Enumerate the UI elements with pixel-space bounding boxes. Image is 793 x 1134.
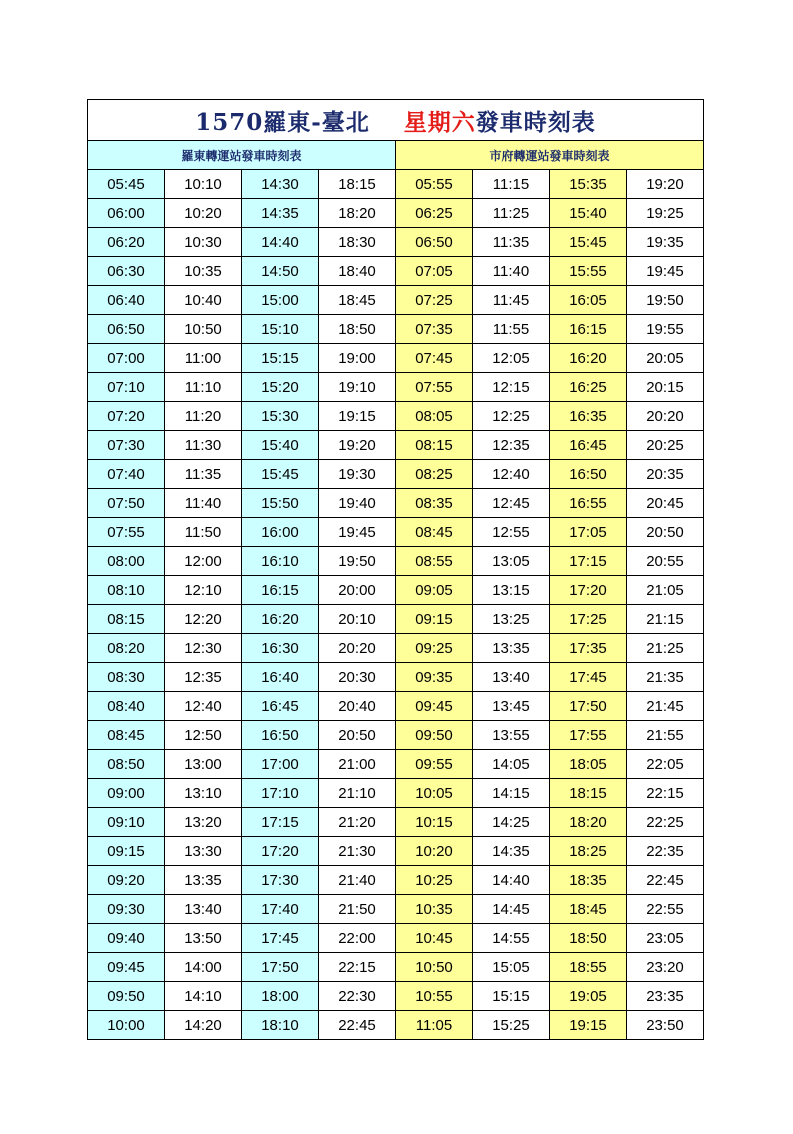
taipei-departure-time: 22:15 [627,779,704,808]
luodong-departure-time: 07:40 [88,460,165,489]
taipei-departure-time: 11:55 [473,315,550,344]
table-row [88,228,704,257]
taipei-departure-time: 18:45 [550,895,627,924]
taipei-departure-time: 17:05 [550,518,627,547]
luodong-departure-time: 09:45 [88,953,165,982]
taipei-departure-time: 22:05 [627,750,704,779]
luodong-departure-time: 08:10 [88,576,165,605]
table-row [88,895,704,924]
luodong-departure-time: 11:00 [165,344,242,373]
luodong-departure-time: 12:30 [165,634,242,663]
taipei-departure-time: 18:50 [550,924,627,953]
luodong-departure-time: 18:10 [242,1011,319,1040]
page-title [88,100,704,141]
taipei-departure-time: 20:20 [627,402,704,431]
luodong-departure-time: 08:50 [88,750,165,779]
table-row [88,518,704,547]
taipei-departure-time: 08:35 [396,489,473,518]
luodong-departure-time: 19:20 [319,431,396,460]
luodong-departure-time: 17:30 [242,866,319,895]
taipei-departure-time: 08:15 [396,431,473,460]
luodong-departure-time: 05:45 [88,170,165,199]
taipei-departure-time: 07:05 [396,257,473,286]
luodong-departure-time: 13:35 [165,866,242,895]
luodong-departure-time: 06:00 [88,199,165,228]
taipei-departure-time: 18:05 [550,750,627,779]
table-row [88,460,704,489]
taipei-departure-time: 09:45 [396,692,473,721]
taipei-departure-time: 09:50 [396,721,473,750]
taipei-departure-time: 21:45 [627,692,704,721]
table-row [88,257,704,286]
luodong-departure-time: 17:20 [242,837,319,866]
luodong-departure-time: 14:30 [242,170,319,199]
luodong-departure-time: 22:30 [319,982,396,1011]
taipei-departure-time: 16:35 [550,402,627,431]
taipei-departure-time: 23:05 [627,924,704,953]
taipei-departure-time: 13:15 [473,576,550,605]
luodong-departure-time: 20:30 [319,663,396,692]
header-row [88,141,704,170]
luodong-departure-time: 16:45 [242,692,319,721]
taipei-departure-time: 17:55 [550,721,627,750]
taipei-departure-time: 15:05 [473,953,550,982]
taipei-departure-time: 16:25 [550,373,627,402]
taipei-departure-time: 17:20 [550,576,627,605]
luodong-departure-time: 22:15 [319,953,396,982]
table-row [88,344,704,373]
taipei-departure-time: 14:40 [473,866,550,895]
taipei-departure-time: 22:45 [627,866,704,895]
taipei-departure-time: 18:35 [550,866,627,895]
luodong-departure-time: 18:30 [319,228,396,257]
table-row [88,1011,704,1040]
taipei-departure-time: 11:45 [473,286,550,315]
luodong-departure-time: 10:40 [165,286,242,315]
taipei-departure-time: 13:05 [473,547,550,576]
luodong-departure-time: 13:00 [165,750,242,779]
taipei-departure-time: 17:25 [550,605,627,634]
taipei-departure-time: 22:55 [627,895,704,924]
luodong-departure-time: 09:20 [88,866,165,895]
luodong-departure-time: 18:40 [319,257,396,286]
taipei-departure-time: 09:55 [396,750,473,779]
title-route: 1570羅東-臺北 [195,108,370,136]
luodong-departure-time: 19:10 [319,373,396,402]
luodong-departure-time: 15:40 [242,431,319,460]
taipei-departure-time: 08:25 [396,460,473,489]
taipei-departure-time: 10:05 [396,779,473,808]
luodong-departure-time: 07:30 [88,431,165,460]
luodong-departure-time: 08:45 [88,721,165,750]
taipei-departure-time: 19:55 [627,315,704,344]
taipei-departure-time: 10:55 [396,982,473,1011]
taipei-departure-time: 12:05 [473,344,550,373]
taipei-departure-time: 15:40 [550,199,627,228]
luodong-departure-time: 14:10 [165,982,242,1011]
luodong-departure-time: 22:45 [319,1011,396,1040]
luodong-departure-time: 16:50 [242,721,319,750]
luodong-departure-time: 17:00 [242,750,319,779]
luodong-departure-time: 21:50 [319,895,396,924]
luodong-departure-time: 14:20 [165,1011,242,1040]
taipei-departure-time: 23:50 [627,1011,704,1040]
luodong-departure-time: 18:45 [319,286,396,315]
luodong-departure-time: 17:50 [242,953,319,982]
taipei-departure-time: 10:25 [396,866,473,895]
taipei-departure-time: 20:45 [627,489,704,518]
taipei-departure-time: 08:45 [396,518,473,547]
taipei-departure-time: 17:35 [550,634,627,663]
luodong-header: 羅東轉運站發車時刻表 [88,141,396,170]
luodong-departure-time: 15:45 [242,460,319,489]
table-row [88,605,704,634]
luodong-departure-time: 15:10 [242,315,319,344]
luodong-departure-time: 12:00 [165,547,242,576]
taipei-departure-time: 16:20 [550,344,627,373]
table-row [88,576,704,605]
taipei-departure-time: 21:05 [627,576,704,605]
luodong-departure-time: 14:00 [165,953,242,982]
table-row [88,170,704,199]
taipei-departure-time: 09:05 [396,576,473,605]
taipei-departure-time: 12:45 [473,489,550,518]
luodong-departure-time: 13:50 [165,924,242,953]
luodong-departure-time: 19:50 [319,547,396,576]
table-row [88,837,704,866]
table-row [88,402,704,431]
table-row [88,808,704,837]
taipei-departure-time: 12:35 [473,431,550,460]
luodong-departure-time: 18:50 [319,315,396,344]
taipei-departure-time: 09:15 [396,605,473,634]
luodong-departure-time: 22:00 [319,924,396,953]
table-row [88,663,704,692]
taipei-departure-time: 20:50 [627,518,704,547]
taipei-departure-time: 13:40 [473,663,550,692]
luodong-departure-time: 14:50 [242,257,319,286]
taipei-departure-time: 19:45 [627,257,704,286]
taipei-departure-time: 08:55 [396,547,473,576]
taipei-departure-time: 14:05 [473,750,550,779]
luodong-departure-time: 16:00 [242,518,319,547]
taipei-departure-time: 18:20 [550,808,627,837]
taipei-departure-time: 07:25 [396,286,473,315]
title-row [88,100,704,141]
luodong-departure-time: 21:20 [319,808,396,837]
luodong-departure-time: 21:10 [319,779,396,808]
luodong-departure-time: 20:40 [319,692,396,721]
taipei-departure-time: 06:25 [396,199,473,228]
luodong-departure-time: 09:50 [88,982,165,1011]
taipei-departure-time: 15:55 [550,257,627,286]
luodong-departure-time: 10:00 [88,1011,165,1040]
taipei-departure-time: 09:25 [396,634,473,663]
luodong-departure-time: 14:40 [242,228,319,257]
luodong-departure-time: 15:15 [242,344,319,373]
luodong-departure-time: 19:45 [319,518,396,547]
luodong-departure-time: 18:20 [319,199,396,228]
luodong-departure-time: 14:35 [242,199,319,228]
luodong-departure-time: 20:00 [319,576,396,605]
taipei-departure-time: 20:15 [627,373,704,402]
taipei-departure-time: 21:15 [627,605,704,634]
taipei-departure-time: 17:45 [550,663,627,692]
table-row [88,547,704,576]
taipei-departure-time: 17:15 [550,547,627,576]
taipei-departure-time: 10:35 [396,895,473,924]
taipei-departure-time: 16:15 [550,315,627,344]
luodong-departure-time: 19:30 [319,460,396,489]
taipei-departure-time: 18:55 [550,953,627,982]
luodong-departure-time: 09:15 [88,837,165,866]
luodong-departure-time: 17:15 [242,808,319,837]
luodong-departure-time: 10:20 [165,199,242,228]
luodong-departure-time: 07:50 [88,489,165,518]
table-row [88,286,704,315]
table-row [88,199,704,228]
taipei-departure-time: 21:55 [627,721,704,750]
taipei-departure-time: 08:05 [396,402,473,431]
luodong-departure-time: 13:30 [165,837,242,866]
luodong-departure-time: 08:30 [88,663,165,692]
taipei-departure-time: 18:15 [550,779,627,808]
taipei-departure-time: 23:20 [627,953,704,982]
taipei-departure-time: 19:35 [627,228,704,257]
table-row [88,489,704,518]
taipei-departure-time: 20:35 [627,460,704,489]
taipei-departure-time: 11:35 [473,228,550,257]
luodong-departure-time: 06:40 [88,286,165,315]
table-row [88,982,704,1011]
luodong-departure-time: 07:55 [88,518,165,547]
luodong-departure-time: 21:00 [319,750,396,779]
taipei-departure-time: 10:15 [396,808,473,837]
luodong-departure-time: 08:20 [88,634,165,663]
luodong-departure-time: 19:15 [319,402,396,431]
luodong-departure-time: 07:00 [88,344,165,373]
taipei-departure-time: 15:35 [550,170,627,199]
taipei-departure-time: 14:35 [473,837,550,866]
taipei-departure-time: 14:25 [473,808,550,837]
taipei-departure-time: 16:50 [550,460,627,489]
taipei-departure-time: 19:20 [627,170,704,199]
table-row [88,924,704,953]
luodong-departure-time: 10:10 [165,170,242,199]
luodong-departure-time: 13:40 [165,895,242,924]
table-row [88,750,704,779]
luodong-departure-time: 16:10 [242,547,319,576]
luodong-departure-time: 08:40 [88,692,165,721]
taipei-departure-time: 06:50 [396,228,473,257]
taipei-departure-time: 23:35 [627,982,704,1011]
taipei-departure-time: 05:55 [396,170,473,199]
luodong-departure-time: 10:35 [165,257,242,286]
taipei-header: 市府轉運站發車時刻表 [396,141,704,170]
luodong-departure-time: 11:30 [165,431,242,460]
luodong-departure-time: 11:10 [165,373,242,402]
taipei-departure-time: 11:40 [473,257,550,286]
taipei-departure-time: 20:55 [627,547,704,576]
luodong-departure-time: 16:30 [242,634,319,663]
luodong-departure-time: 20:20 [319,634,396,663]
taipei-departure-time: 13:35 [473,634,550,663]
luodong-departure-time: 06:20 [88,228,165,257]
taipei-departure-time: 17:50 [550,692,627,721]
luodong-departure-time: 09:10 [88,808,165,837]
title-suffix: 發車時刻表 [475,108,596,136]
taipei-departure-time: 16:05 [550,286,627,315]
luodong-departure-time: 12:10 [165,576,242,605]
taipei-departure-time: 09:35 [396,663,473,692]
luodong-departure-time: 08:15 [88,605,165,634]
taipei-departure-time: 15:15 [473,982,550,1011]
table-row [88,953,704,982]
taipei-departure-time: 20:25 [627,431,704,460]
luodong-departure-time: 17:45 [242,924,319,953]
taipei-departure-time: 13:45 [473,692,550,721]
table-row [88,779,704,808]
taipei-departure-time: 12:55 [473,518,550,547]
taipei-departure-time: 13:55 [473,721,550,750]
taipei-departure-time: 12:15 [473,373,550,402]
luodong-departure-time: 09:40 [88,924,165,953]
luodong-departure-time: 13:10 [165,779,242,808]
luodong-departure-time: 06:50 [88,315,165,344]
taipei-departure-time: 10:45 [396,924,473,953]
luodong-departure-time: 21:30 [319,837,396,866]
luodong-departure-time: 09:00 [88,779,165,808]
taipei-departure-time: 19:50 [627,286,704,315]
taipei-departure-time: 16:55 [550,489,627,518]
timetable [87,99,704,1040]
luodong-departure-time: 08:00 [88,547,165,576]
luodong-departure-time: 11:20 [165,402,242,431]
luodong-departure-time: 07:10 [88,373,165,402]
table-row [88,866,704,895]
luodong-departure-time: 18:00 [242,982,319,1011]
taipei-departure-time: 21:25 [627,634,704,663]
taipei-departure-time: 16:45 [550,431,627,460]
taipei-departure-time: 11:05 [396,1011,473,1040]
taipei-departure-time: 18:25 [550,837,627,866]
luodong-departure-time: 15:30 [242,402,319,431]
title-day: 星期六 [403,108,476,136]
taipei-departure-time: 14:55 [473,924,550,953]
luodong-departure-time: 12:20 [165,605,242,634]
taipei-departure-time: 15:45 [550,228,627,257]
luodong-departure-time: 13:20 [165,808,242,837]
taipei-departure-time: 12:25 [473,402,550,431]
luodong-departure-time: 17:10 [242,779,319,808]
luodong-departure-time: 12:35 [165,663,242,692]
luodong-departure-time: 12:50 [165,721,242,750]
taipei-departure-time: 14:15 [473,779,550,808]
luodong-departure-time: 10:50 [165,315,242,344]
taipei-departure-time: 20:05 [627,344,704,373]
table-row [88,431,704,460]
taipei-departure-time: 19:05 [550,982,627,1011]
taipei-departure-time: 10:50 [396,953,473,982]
luodong-departure-time: 19:40 [319,489,396,518]
taipei-departure-time: 11:25 [473,199,550,228]
taipei-departure-time: 07:45 [396,344,473,373]
luodong-departure-time: 11:40 [165,489,242,518]
taipei-departure-time: 21:35 [627,663,704,692]
taipei-departure-time: 15:25 [473,1011,550,1040]
luodong-departure-time: 21:40 [319,866,396,895]
luodong-departure-time: 11:50 [165,518,242,547]
luodong-departure-time: 06:30 [88,257,165,286]
table-row [88,692,704,721]
taipei-departure-time: 13:25 [473,605,550,634]
luodong-departure-time: 10:30 [165,228,242,257]
taipei-departure-time: 22:25 [627,808,704,837]
taipei-departure-time: 19:15 [550,1011,627,1040]
table-row [88,721,704,750]
taipei-departure-time: 10:20 [396,837,473,866]
luodong-departure-time: 09:30 [88,895,165,924]
luodong-departure-time: 16:20 [242,605,319,634]
luodong-departure-time: 11:35 [165,460,242,489]
table-row [88,373,704,402]
luodong-departure-time: 20:10 [319,605,396,634]
luodong-departure-time: 17:40 [242,895,319,924]
table-row [88,634,704,663]
luodong-departure-time: 19:00 [319,344,396,373]
taipei-departure-time: 11:15 [473,170,550,199]
luodong-departure-time: 15:00 [242,286,319,315]
luodong-departure-time: 15:20 [242,373,319,402]
taipei-departure-time: 12:40 [473,460,550,489]
luodong-departure-time: 16:15 [242,576,319,605]
luodong-departure-time: 20:50 [319,721,396,750]
taipei-departure-time: 19:25 [627,199,704,228]
taipei-departure-time: 14:45 [473,895,550,924]
luodong-departure-time: 15:50 [242,489,319,518]
luodong-departure-time: 18:15 [319,170,396,199]
luodong-departure-time: 16:40 [242,663,319,692]
luodong-departure-time: 07:20 [88,402,165,431]
taipei-departure-time: 22:35 [627,837,704,866]
luodong-departure-time: 12:40 [165,692,242,721]
table-row [88,315,704,344]
taipei-departure-time: 07:35 [396,315,473,344]
taipei-departure-time: 07:55 [396,373,473,402]
